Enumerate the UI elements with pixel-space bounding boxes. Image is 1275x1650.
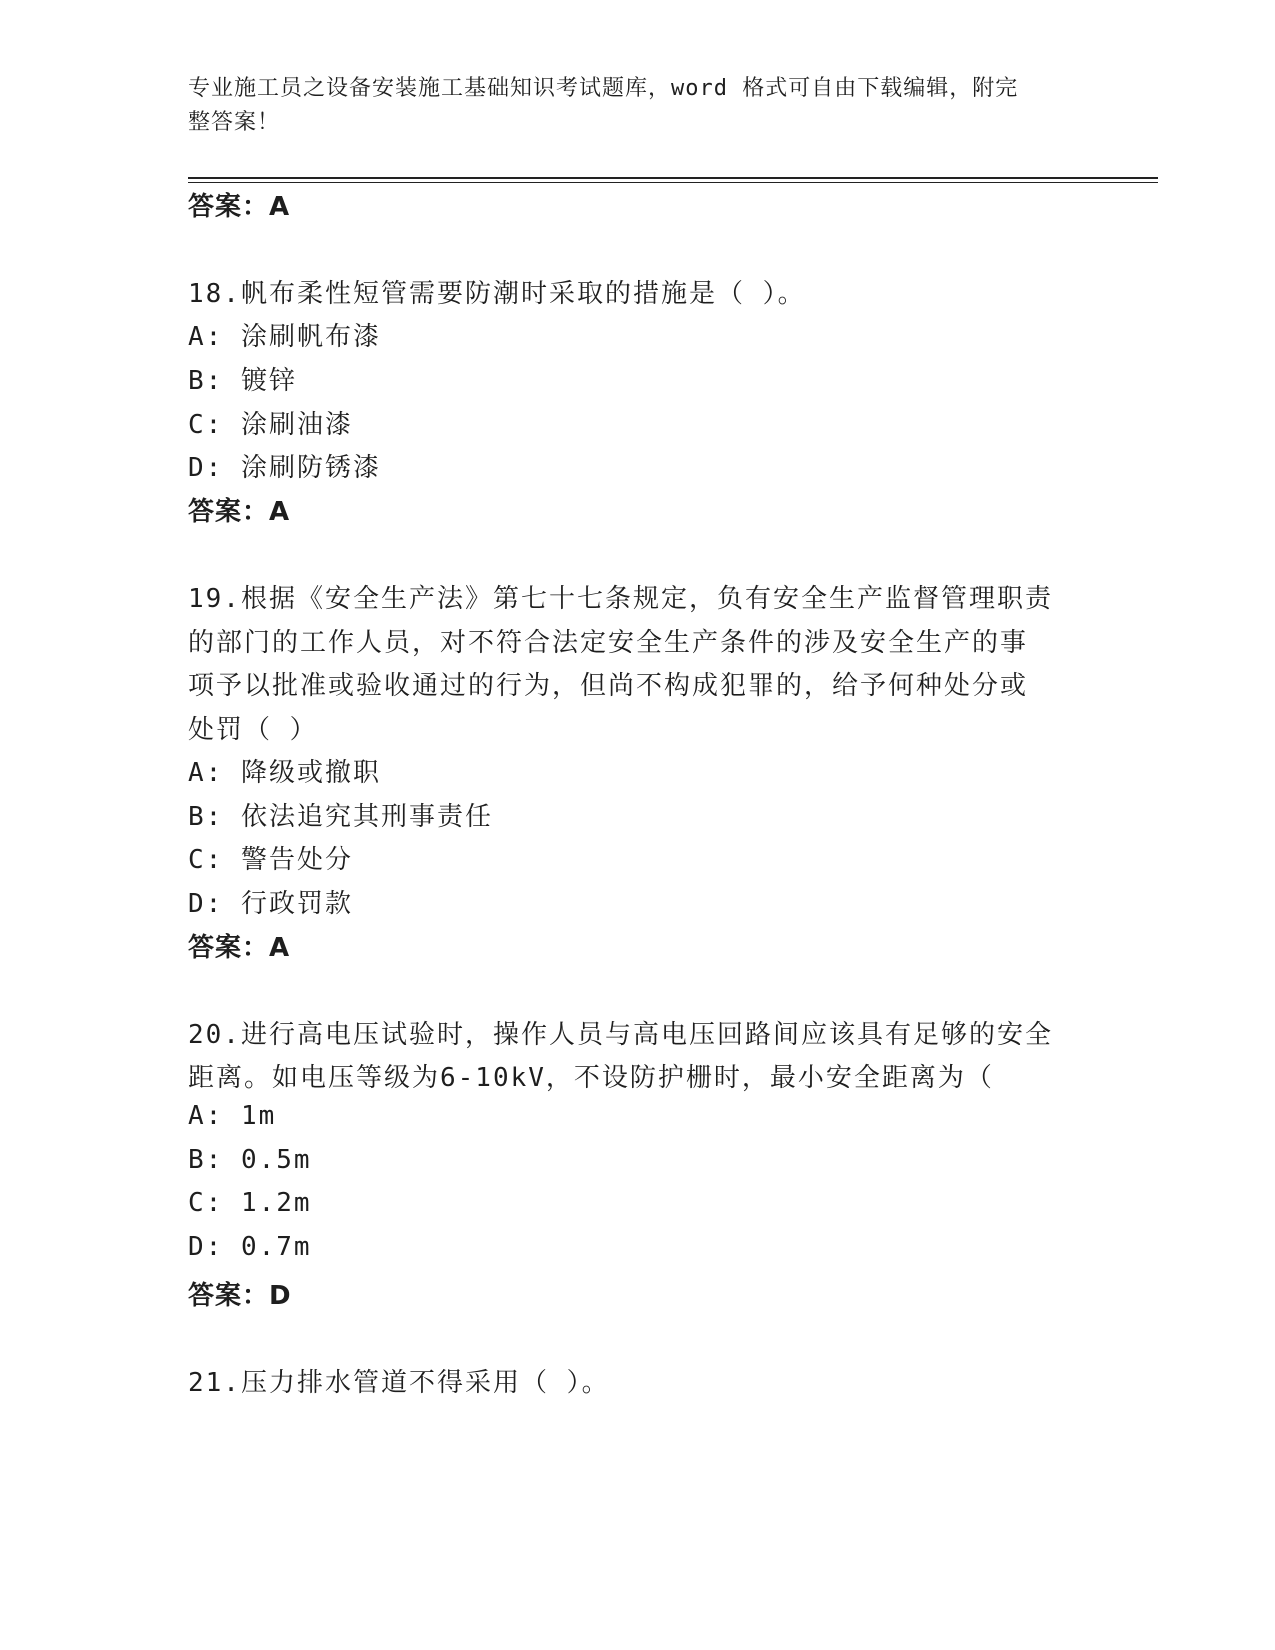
header-divider-thick [188,177,1158,179]
q18-option-b: B: 镀锌 [188,366,297,396]
q19-stem-line-1: 19.根据《安全生产法》第七十七条规定，负有安全生产监督管理职责 [188,584,1053,614]
q21-stem: 21.压力排水管道不得采用（ ）。 [188,1368,610,1398]
q20-option-a: A: 1m [188,1101,277,1131]
q19-answer: 答案：A [188,933,291,963]
q19-option-c: C: 警告处分 [188,845,353,875]
prev-answer: 答案：A [188,192,291,222]
q18-option-c: C: 涂刷油漆 [188,410,353,440]
q19-option-d: D: 行政罚款 [188,889,353,919]
header-divider-thin [188,182,1158,183]
q20-option-c: C: 1.2m [188,1188,312,1218]
q18-option-a: A: 涂刷帆布漆 [188,322,381,352]
q18-stem: 18.帆布柔性短管需要防潮时采取的措施是（ ）。 [188,279,806,309]
q20-stem-line-1: 20.进行高电压试验时，操作人员与高电压回路间应该具有足够的安全 [188,1020,1053,1050]
q19-stem-line-2: 的部门的工作人员，对不符合法定安全生产条件的涉及安全生产的事 [188,628,1029,658]
header-line-2: 整答案！ [188,110,281,135]
q20-option-d: D: 0.7m [188,1232,312,1262]
header-line-1: 专业施工员之设备安装施工基础知识考试题库，word 格式可自由下载编辑，附完 [188,76,1019,101]
document-header [188,72,1068,140]
q18-option-d: D: 涂刷防锈漆 [188,453,381,483]
q19-option-a: A: 降级或撤职 [188,758,381,788]
q20-stem-line-2: 距离。如电压等级为6-10kV，不设防护栅时，最小安全距离为（ [188,1063,994,1093]
q20-option-b: B: 0.5m [188,1145,312,1175]
q20-answer: 答案：D [188,1281,292,1311]
q19-stem-line-4: 处罚（ ） [188,715,318,745]
q18-answer: 答案：A [188,497,291,527]
q19-stem-line-3: 项予以批准或验收通过的行为，但尚不构成犯罪的，给予何种处分或 [188,671,1029,701]
q19-option-b: B: 依法追究其刑事责任 [188,802,493,832]
